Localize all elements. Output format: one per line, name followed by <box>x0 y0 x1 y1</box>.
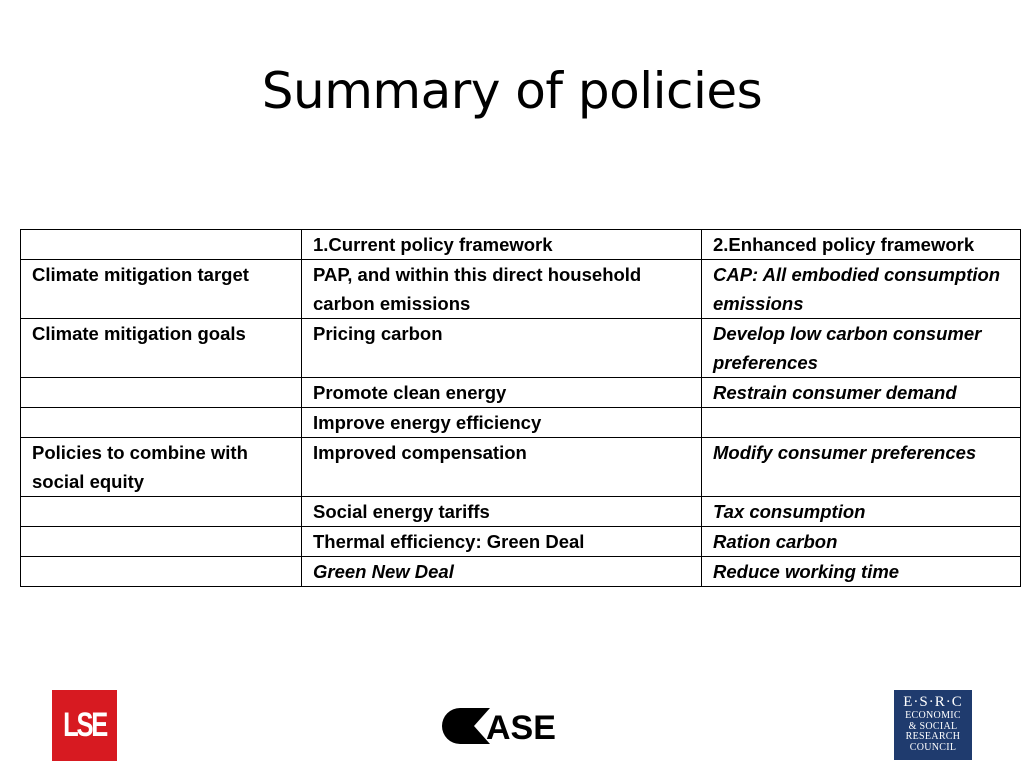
row-label: Climate mitigation goals <box>21 319 302 378</box>
enhanced-policy-cell: CAP: All embodied consumption emissions <box>702 260 1021 319</box>
policy-summary-table <box>20 229 1021 587</box>
enhanced-policy-cell: Tax consumption <box>702 497 1021 527</box>
table-row <box>21 408 1021 438</box>
row-label: Policies to combine with social equity <box>21 438 302 497</box>
slide-title: Summary of policies <box>261 62 763 120</box>
lse-logo-text: LSE <box>63 706 106 744</box>
enhanced-policy-cell: Ration carbon <box>702 527 1021 557</box>
current-policy-cell: Thermal efficiency: Green Deal <box>302 527 702 557</box>
esrc-logo-line: ECONOMIC <box>905 710 961 721</box>
table-row <box>21 527 1021 557</box>
case-logo <box>430 702 595 750</box>
current-policy-cell: Improved compensation <box>302 438 702 497</box>
row-label: Climate mitigation target <box>21 260 302 319</box>
table-row <box>21 497 1021 527</box>
lse-logo <box>52 690 117 761</box>
current-policy-cell: Promote clean energy <box>302 378 702 408</box>
enhanced-policy-cell: Develop low carbon consumer preferences <box>702 319 1021 378</box>
table-row <box>21 557 1021 587</box>
enhanced-policy-cell: Reduce working time <box>702 557 1021 587</box>
enhanced-policy-cell: Modify consumer preferences <box>702 438 1021 497</box>
row-label <box>21 378 302 408</box>
current-policy-cell: Pricing carbon <box>302 319 702 378</box>
current-policy-cell: Green New Deal <box>302 557 702 587</box>
table-row <box>21 319 1021 378</box>
row-label <box>21 527 302 557</box>
table-cell-label <box>21 230 302 260</box>
esrc-logo <box>894 690 972 760</box>
table-row <box>21 378 1021 408</box>
esrc-logo-line: RESEARCH <box>905 731 961 742</box>
current-policy-cell: PAP, and within this direct household carbon emissions <box>302 260 702 319</box>
case-logo-pacman-icon <box>442 708 490 744</box>
table-header-row <box>21 230 1021 260</box>
table-row <box>21 438 1021 497</box>
esrc-logo-line: COUNCIL <box>909 741 957 753</box>
current-policy-cell: Social energy tariffs <box>302 497 702 527</box>
table-row <box>21 260 1021 319</box>
enhanced-policy-cell <box>702 408 1021 438</box>
esrc-logo-acronym: E·S·R·C <box>903 694 963 710</box>
enhanced-policy-cell: Restrain consumer demand <box>702 378 1021 408</box>
current-policy-cell: Improve energy efficiency <box>302 408 702 438</box>
column-header-enhanced-framework: 2.Enhanced policy framework <box>702 230 1021 260</box>
row-label <box>21 408 302 438</box>
esrc-logo-line: & SOCIAL <box>908 720 958 732</box>
row-label <box>21 497 302 527</box>
column-header-current-framework: 1.Current policy framework <box>302 230 702 260</box>
row-label <box>21 557 302 587</box>
case-logo-text: ASE <box>486 709 556 747</box>
